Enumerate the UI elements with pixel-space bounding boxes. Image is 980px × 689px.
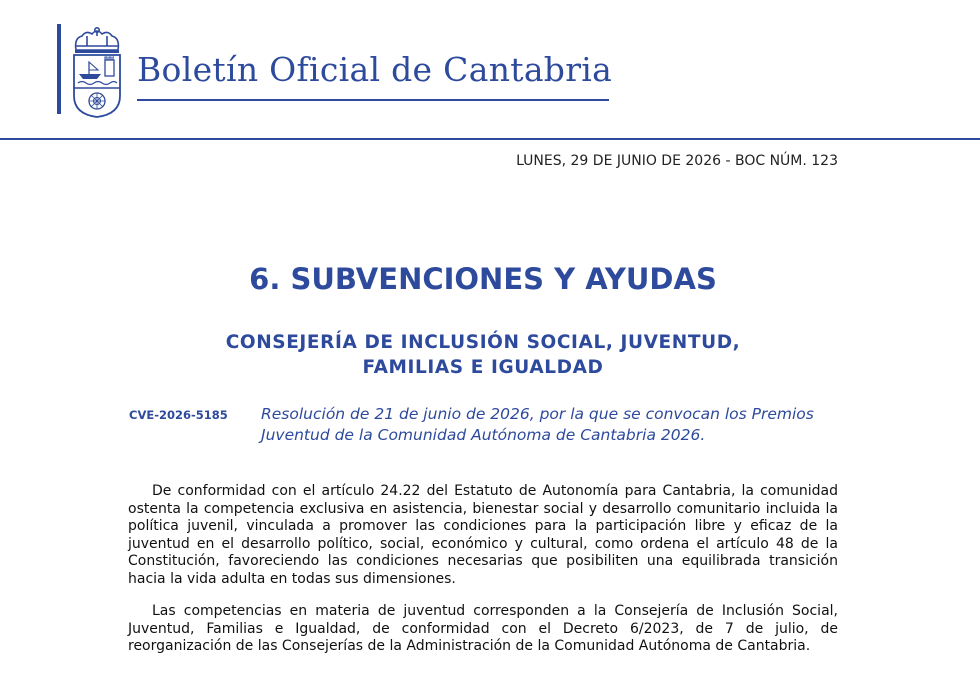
department-line-1: CONSEJERÍA DE INCLUSIÓN SOCIAL, JUVENTUD, bbox=[225, 332, 741, 353]
issue-date-line: LUNES, 29 DE JUNIO DE 2026 - BOC NÚM. 123 bbox=[516, 153, 838, 169]
cve-code: CVE-2026-5185 bbox=[129, 408, 228, 422]
paragraph-text: De conformidad con el artículo 24.22 del Estatuto de Autonomía para Cantabria, la comunidad ostenta la competencia exclusiva en asistencia, bienestar social y desarrollo comunitario incluida la política juvenil, vinculada a promover las condiciones para la participación libre y eficaz de la juventud en el desarrollo político, social, económico y cultural, como ordena el artículo 48 de la Constitución, favoreciendo las condiciones necesarias que posibiliten una equilibrada transición hacia la vida adulta en todas sus dimensiones. bbox=[128, 483, 838, 587]
body-paragraph-1 bbox=[128, 483, 838, 589]
header-divider bbox=[0, 138, 980, 140]
department-heading bbox=[0, 330, 966, 380]
section-title: 6. SUBVENCIONES Y AYUDAS bbox=[249, 262, 717, 296]
resolution-title: Resolución de 21 de junio de 2026, por la que se convocan los Premios Juventud de la Comunidad Autónoma de Cantabria 2026. bbox=[261, 405, 814, 444]
masthead-accent-bar bbox=[57, 24, 61, 114]
department-line-2: FAMILIAS E IGUALDAD bbox=[362, 357, 604, 378]
masthead-underline bbox=[137, 99, 609, 101]
body-paragraph-2 bbox=[128, 603, 838, 656]
paragraph-text: Las competencias en materia de juventud corresponden a la Consejería de Inclusión Social, Juventud, Familias e Igualdad, de conformidad con el Decreto 6/2023, de 7 de julio, de reorganización de las Consejerías de la Administración de la Comunidad Autónoma de Cantabria. bbox=[128, 603, 838, 655]
cantabria-coat-of-arms-icon bbox=[70, 26, 124, 118]
masthead-title: Boletín Oficial de Cantabria bbox=[137, 50, 613, 89]
